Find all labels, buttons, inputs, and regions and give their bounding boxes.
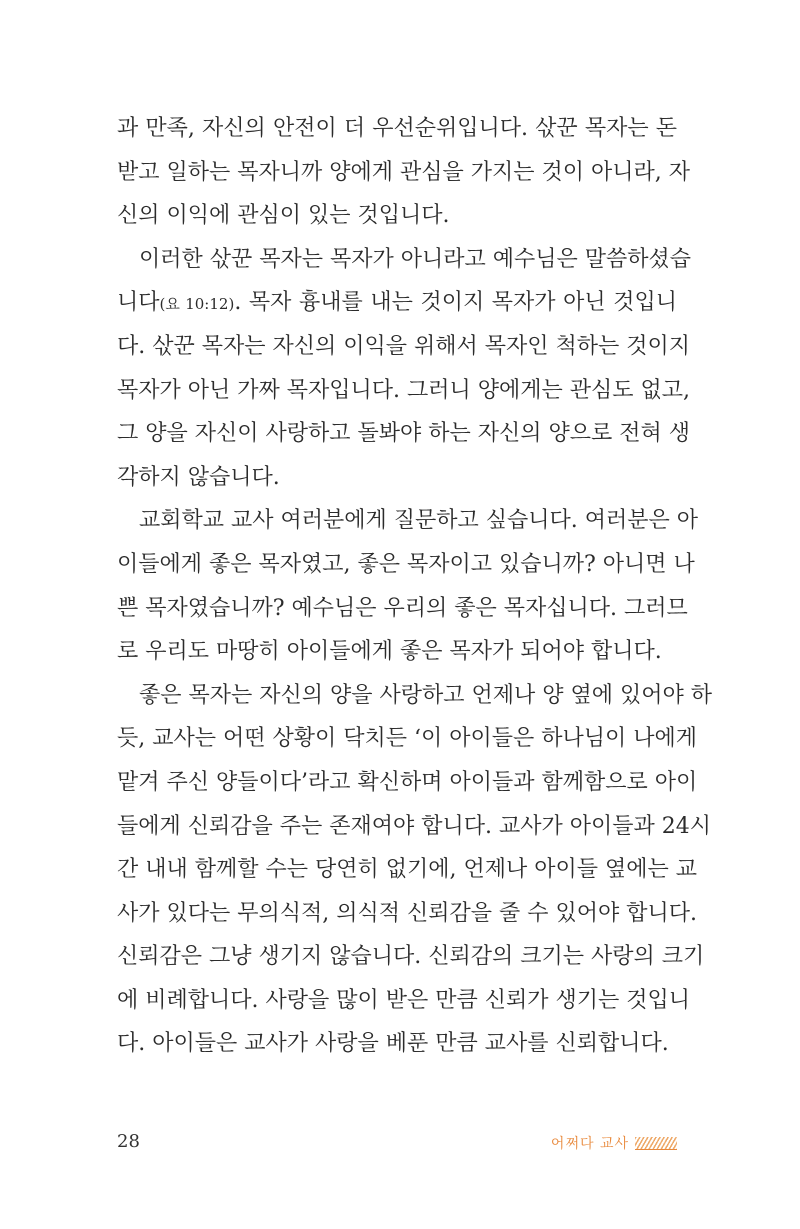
text-fragment: 니다 [117, 290, 160, 316]
text-line: 신의 이익에 관심이 있는 것입니다. [117, 203, 450, 229]
running-head [551, 1133, 677, 1153]
text-line: 쁜 목자였습니까? 예수님은 우리의 좋은 목자십니다. 그러므 [117, 595, 688, 621]
text-line: 교회학교 교사 여러분에게 질문하고 싶습니다. 여러분은 아 [139, 508, 699, 534]
paragraph [117, 238, 692, 500]
text-line: 좋은 목자는 자신의 양을 사랑하고 언제나 양 옆에 있어야 하 [139, 682, 712, 708]
text-line: 에 비례합니다. 사랑을 많이 받은 만큼 신뢰가 생기는 것입니 [117, 987, 690, 1013]
text-line: 다. 삯꾼 목자는 자신의 이익을 위해서 목자인 척하는 것이지 [117, 333, 690, 359]
page-number: 28 [117, 1131, 140, 1152]
text-line: 로 우리도 마땅히 아이들에게 좋은 목자가 되어야 합니다. [117, 639, 662, 665]
page-footer [117, 1131, 677, 1161]
text-line: 각하지 않습니다. [117, 464, 280, 490]
text-line: 간 내내 함께할 수는 당연히 없기에, 언제나 아이들 옆에는 교 [117, 857, 697, 883]
text-line: 다. 아이들은 교사가 사랑을 베푼 만큼 교사를 신뢰합니다. [117, 1031, 669, 1057]
body-text [117, 107, 712, 1066]
text-line: 듯, 교사는 어떤 상황이 닥치든 ‘이 아이들은 하나님이 나에게 [117, 726, 697, 752]
paragraph [117, 107, 690, 238]
text-line: 받고 일하는 목자니까 양에게 관심을 가지는 것이 아니라, 자 [117, 159, 690, 185]
paragraph [117, 499, 699, 673]
text-line: 이러한 삯꾼 목자는 목자가 아니라고 예수님은 말씀하셨습 [139, 246, 692, 272]
running-title: 어쩌다 교사 [550, 1136, 629, 1152]
bible-reference: (요 10:12) [159, 295, 235, 314]
text-line: 들에게 신뢰감을 주는 존재여야 합니다. 교사가 아이들과 24시 [117, 813, 711, 839]
text-line: 맡겨 주신 양들이다’라고 확신하며 아이들과 함께함으로 아이 [117, 769, 698, 795]
paragraph [117, 674, 712, 1066]
text-line: 사가 있다는 무의식적, 의식적 신뢰감을 줄 수 있어야 합니다. [117, 900, 697, 926]
text-line: 신뢰감은 그냥 생기지 않습니다. 신뢰감의 크기는 사랑의 크기 [117, 944, 705, 970]
text-line: 그 양을 자신이 사랑하고 돌봐야 하는 자신의 양으로 전혀 생 [117, 421, 690, 447]
hatch-ornament-icon [635, 1137, 677, 1150]
text-line: 이들에게 좋은 목자였고, 좋은 목자이고 있습니까? 아니면 나 [117, 551, 695, 577]
text-line: 과 만족, 자신의 안전이 더 우선순위입니다. 삯꾼 목자는 돈 [117, 116, 677, 141]
text-line [117, 281, 677, 325]
text-line: 목자가 아닌 가짜 목자입니다. 그러니 양에게는 관심도 없고, [117, 377, 690, 403]
text-fragment: . 목자 흉내를 내는 것이지 목자가 아닌 것입니 [234, 290, 677, 316]
